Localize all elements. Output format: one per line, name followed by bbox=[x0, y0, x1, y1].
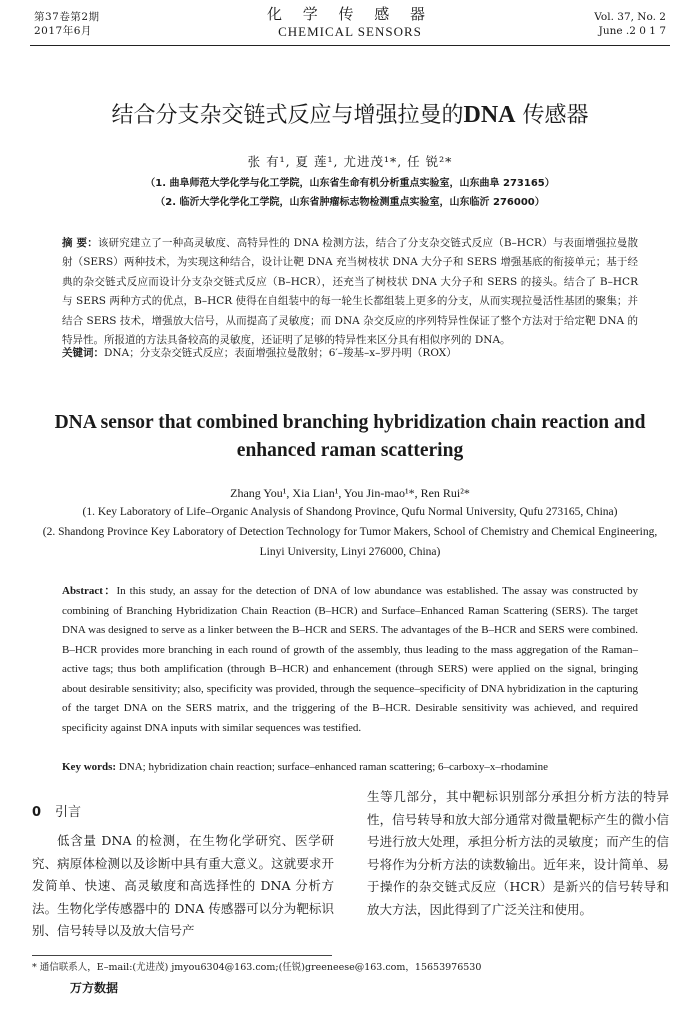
body-column-right bbox=[367, 786, 669, 921]
volume-en: Vol. 37, No. 2 bbox=[594, 11, 666, 23]
keywords-en bbox=[62, 758, 638, 776]
authors-en: Zhang You¹, Xia Lian¹, You Jin-mao¹*, Ren Rui²* bbox=[230, 486, 470, 500]
footnote-rule bbox=[32, 955, 332, 956]
keywords-en-text: DNA; hybridization chain reaction; surface–enhanced raman scattering; 6–carboxy–x–rhodamine bbox=[118, 761, 548, 773]
keywords-cn bbox=[62, 344, 638, 362]
journal-name-en: CHEMICAL SENSORS bbox=[278, 24, 422, 39]
abstract-cn-label: 摘 要： bbox=[62, 237, 98, 249]
intro-paragraph-left: 低含量 DNA 的检测，在生物化学研究、医学研究、病原体检测以及诊断中具有重大意义。这就要求开发简单、快速、高灵敏度和高选择性的 DNA 分析方法。生物化学传感器中的 DNA 传感器可以分为靶标识别、信号转导以及放大信号产 bbox=[32, 833, 334, 938]
section-title: 引言 bbox=[55, 805, 82, 820]
section-number: 0 bbox=[32, 805, 42, 820]
date-en: June .2 0 1 7 bbox=[598, 25, 666, 37]
article-title-cn bbox=[0, 100, 700, 131]
issue-cn: 第37卷第2期 bbox=[34, 11, 100, 23]
header-right bbox=[594, 10, 666, 38]
article-title-en: DNA sensor that combined branching hybridization chain reaction and enhanced raman scattering bbox=[54, 412, 646, 461]
journal-name-cn: 化 学 传 感 器 bbox=[266, 5, 434, 23]
affiliation-cn-1: （1. 曲阜师范大学化学与化工学院，山东省生命有机分析重点实验室，山东曲阜 273165） bbox=[145, 178, 555, 189]
keywords-cn-text: DNA；分支杂交链式反应；表面增强拉曼散射；6′–羧基–x–罗丹明（ROX） bbox=[104, 347, 457, 359]
intro-paragraph-right: 生等几部分，其中靶标识别部分承担分析方法的特异性，信号转导和放大部分通常对微量靶标产生的微小信号进行放大处理，承担分析方法的灵敏度；而产生的信号将作为分析方法的读数输出。近年来，设计简单、易于操作的杂交链式反应（HCR）是新兴的信号转导和放大方法，因此得到了广泛关注和使用。 bbox=[367, 789, 669, 917]
abstract-en bbox=[62, 582, 638, 738]
footnote: * 通信联系人，E–mail:(尤进茂) jmyou6304@163.com;(任锐)greeneese@163.com，15653976530 bbox=[32, 962, 482, 973]
section-heading bbox=[32, 802, 81, 824]
keywords-cn-label: 关键词： bbox=[62, 347, 104, 359]
abstract-cn bbox=[62, 234, 638, 350]
keywords-en-label: Key words: bbox=[62, 761, 117, 773]
affiliation-en-1: (1. Key Laboratory of Life–Organic Analysis of Shandong Province, Qufu Normal University, Qufu 273165, China) bbox=[82, 506, 618, 518]
authors-cn: 张 有¹, 夏 莲¹, 尤进茂¹*, 任 锐²* bbox=[247, 154, 453, 169]
abstract-cn-text: 该研究建立了一种高灵敏度、高特异性的 DNA 检测方法，结合了分支杂交链式反应（B–HCR）与表面增强拉曼散射（SERS）两种技术，为实现这种结合，设计让靶 DNA 充当树枝状 DNA 大分子和 SERS 增强基底的衔接单元；基于经典的杂交链式反应而设计分支杂交链式反应（B–HCR），还充当了树枝状 DNA 大分子和 SERS 的接头。结合了 B–HCR 与 SERS 两种方式的优点，B–HCR 使得在自组装中的每一轮生长都组装上更多的分支，从而实现拉曼活性基团的聚集；并结合 SERS 技术，增强放大信号，从而提高了灵敏度；而 DNA 杂交反应的序列特异性保证了整个方法对于给定靶 DNA 的特异性。所报道的方法具备较高的灵敏度，还证明了足够的特异性来区分具有相似序列的 DNA。 bbox=[62, 237, 638, 347]
affiliations-en bbox=[40, 502, 660, 562]
body-column-left bbox=[32, 830, 334, 943]
abstract-en-label: Abstract： bbox=[62, 585, 117, 597]
brand-watermark: 万方数据 bbox=[70, 981, 119, 995]
page-header bbox=[0, 0, 700, 48]
title-cn-dna: DNA bbox=[463, 102, 516, 128]
title-cn-part2: 传感器 bbox=[515, 103, 589, 128]
header-rule bbox=[30, 45, 670, 46]
date-cn: 2017年6月 bbox=[34, 25, 92, 37]
abstract-en-text: In this study, an assay for the detection of DNA of low abundance was established. The assay was constructed by combining of Branching Hybridization Chain Reaction (B–HCR) and Surface–Enhanced Raman Scattering (SERS). The target DNA was designed to serve as a linker between the B–HCR and SERS. The advantages of the B–HCR and SERS were combined. B–HCR provides more branching in each round of growth of the assembly, thus leading to the mass aggregation of the Raman–active tags; thus both amplification (through B–HCR) and enhancement (through SERS) were applied on the signal, bringing about desirable sensitivity; also, specificity was provided, through the sequence–specificity of DNA hybridization in the capturing of the target DNA on the SERS matrix, and the triggering of the B–HCR. Desirable sensitivity was achieved, and required specificity against DNA inputs with similar sequences was testified. bbox=[62, 585, 638, 734]
affiliation-en-2: (2. Shandong Province Key Laboratory of Detection Technology for Tumor Makers, School of Chemistry and Chemical Engineering, Linyi University, Linyi 276000, China) bbox=[42, 526, 658, 558]
title-cn-part1: 结合分支杂交链式反应与增强拉曼的 bbox=[111, 103, 464, 128]
affiliation-cn-2: （2. 临沂大学化学化工学院，山东省肿瘤标志物检测重点实验室，山东临沂 276000） bbox=[155, 197, 545, 208]
